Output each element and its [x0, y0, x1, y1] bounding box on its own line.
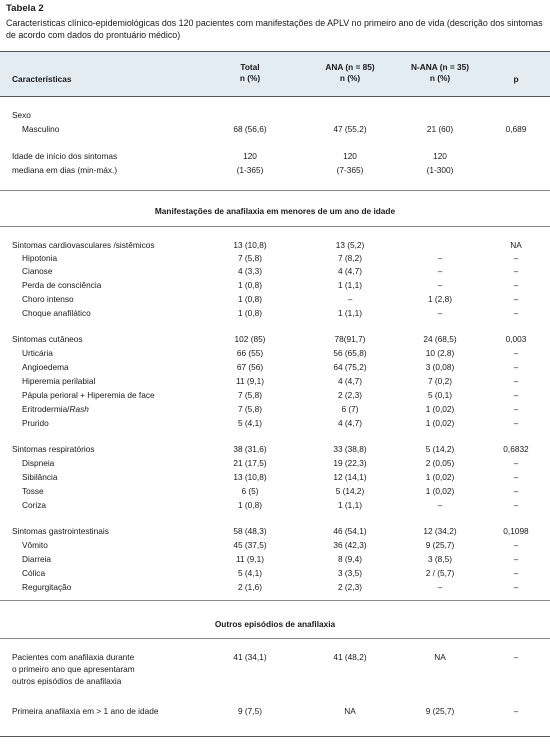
row-ana: – — [347, 294, 353, 304]
row-p: – — [513, 404, 519, 414]
row-p: – — [513, 486, 519, 496]
idade-total-1: 120 — [243, 151, 257, 161]
row-label-text: Vômito — [22, 540, 48, 550]
row-p: – — [513, 540, 519, 550]
row-p: – — [513, 472, 519, 482]
row-label — [22, 266, 52, 276]
row-nana: 9 (25,7) — [425, 540, 455, 550]
row-total: 5 (4,1) — [238, 418, 262, 428]
row-total: 11 (9,1) — [236, 376, 264, 386]
header-total: Total — [240, 62, 260, 72]
row-ana: 64 (75,2) — [333, 362, 367, 372]
row-nana: 1 (0,02) — [425, 418, 455, 428]
row-label-text: Prurido — [22, 418, 49, 428]
row-label-text: Hiperemia perilabial — [22, 376, 96, 386]
row-total: 38 (31,6) — [233, 444, 267, 454]
row-ana: 78(91,7) — [334, 334, 366, 344]
row-label-text: Dispneia — [22, 458, 55, 468]
row-label-italic: Rash — [69, 404, 89, 414]
row-ana: 8 (9,4) — [338, 554, 362, 564]
row-ana: 56 (65,8) — [333, 348, 367, 358]
row-nana: 5 (14,2) — [425, 444, 455, 454]
row-label-text: Coriza — [22, 500, 46, 510]
row-label-text: Sintomas respiratórios — [12, 444, 95, 454]
row-p: – — [513, 568, 519, 578]
outros-nana: NA — [434, 652, 446, 662]
row-label — [22, 418, 49, 428]
row-nana: – — [437, 308, 443, 318]
row-label — [22, 486, 44, 496]
row-ana: 6 (7) — [341, 404, 359, 414]
outros-ana: 41 (48,2) — [333, 652, 367, 662]
sexo-ana: 47 (55,2) — [333, 124, 367, 134]
row-label-text: Hipotonia — [22, 253, 58, 263]
row-label-text: Cianose — [22, 266, 53, 276]
row-ana: 2 (2,3) — [338, 390, 362, 400]
row-label — [22, 308, 91, 318]
row-ana: 2 (2,3) — [338, 582, 362, 592]
rule-after-section2 — [0, 638, 550, 639]
primeira-ana: NA — [344, 706, 356, 716]
row-total: 4 (3,3) — [238, 266, 262, 276]
row-p: – — [513, 390, 519, 400]
sexo-masculino-label: Masculino — [22, 124, 60, 134]
row-total: 58 (48,3) — [233, 526, 267, 536]
row-nana: – — [437, 253, 443, 263]
primeira-label: Primeira anafilaxia em > 1 ano de idade — [12, 706, 159, 716]
row-p: – — [513, 554, 519, 564]
row-label — [22, 554, 51, 564]
rule-after-section1 — [0, 226, 550, 227]
outros-label-line1: Pacientes com anafilaxia durante — [12, 652, 135, 662]
row-label — [12, 334, 83, 344]
row-p: – — [513, 308, 519, 318]
row-label-text: Urticária — [22, 348, 53, 358]
row-total: 1 (0,8) — [238, 294, 262, 304]
idade-label-line1: Idade de início dos sintomas — [12, 151, 118, 161]
table-bottom-rule — [0, 736, 550, 737]
header-nana: N-ANA (n = 35) — [410, 62, 469, 72]
header-p: p — [513, 74, 519, 84]
header-nana-unit: n (%) — [429, 73, 451, 83]
row-label-text: Regurgitação — [22, 582, 72, 592]
row-label-text: Diarreia — [22, 554, 52, 564]
table-label: Tabela 2 — [6, 3, 44, 14]
row-p: – — [513, 280, 519, 290]
rule-before-section2 — [0, 600, 550, 601]
row-nana: – — [437, 280, 443, 290]
row-p: – — [513, 348, 519, 358]
row-p: – — [513, 294, 519, 304]
row-total: 1 (0,8) — [238, 500, 262, 510]
row-label — [22, 472, 58, 482]
sexo-p: 0,689 — [505, 124, 527, 134]
row-label-text: Eritrodermia/ — [22, 404, 70, 414]
row-label-text: Sintomas cardiovasculares /sistêmicos — [12, 240, 155, 250]
row-p: 0,003 — [505, 334, 527, 344]
row-label — [22, 540, 48, 550]
row-total: 11 (9,1) — [236, 554, 264, 564]
row-label — [22, 348, 53, 358]
row-ana: 5 (14,2) — [335, 486, 365, 496]
sexo-label: Sexo — [12, 110, 31, 120]
row-nana: – — [437, 582, 443, 592]
outros-label-line3: outros episódios de anafilaxia — [12, 676, 122, 686]
row-label — [22, 376, 95, 386]
row-label — [22, 362, 69, 372]
row-ana: 1 (1,1) — [338, 500, 362, 510]
header-total-unit: n (%) — [239, 73, 261, 83]
row-p: – — [513, 500, 519, 510]
row-label — [22, 458, 54, 468]
row-nana: 1 (0,02) — [425, 404, 455, 414]
row-label — [22, 500, 46, 510]
primeira-p: – — [513, 706, 519, 716]
row-p: – — [513, 253, 519, 263]
row-label — [12, 444, 95, 454]
row-nana: 12 (34,2) — [423, 526, 457, 536]
primeira-total: 9 (7,5) — [238, 706, 262, 716]
row-total: 67 (56) — [236, 362, 264, 372]
row-total: 1 (0,8) — [238, 308, 262, 318]
row-p: – — [513, 582, 519, 592]
sexo-total: 68 (56,6) — [233, 124, 267, 134]
row-label — [12, 526, 109, 536]
outros-label-line2: o primeiro ano que apresentaram — [12, 664, 135, 674]
row-nana: 3 (8,5) — [428, 554, 452, 564]
row-label-text: Sintomas gastrointestinais — [12, 526, 109, 536]
row-total: 7 (5,8) — [238, 390, 262, 400]
row-p: 0,6832 — [503, 444, 529, 454]
row-total: 2 (1,6) — [238, 582, 262, 592]
row-ana: 13 (5,2) — [335, 240, 365, 250]
idade-nana-1: 120 — [433, 151, 447, 161]
row-label — [22, 390, 155, 400]
row-total: 66 (55) — [236, 348, 264, 358]
row-nana: 1 (0,02) — [425, 472, 455, 482]
row-nana: 1 (0,02) — [425, 486, 455, 496]
row-nana: 1 (2,8) — [428, 294, 452, 304]
row-nana: 2 (0,05) — [425, 458, 455, 468]
section-title-outros: Outros episódios de anafilaxia — [214, 619, 336, 629]
sexo-nana: 21 (60) — [426, 124, 454, 134]
outros-total: 41 (34,1) — [233, 652, 267, 662]
header-ana-unit: n (%) — [339, 73, 361, 83]
row-nana: – — [437, 266, 443, 276]
row-label — [22, 404, 89, 414]
row-label — [22, 582, 71, 592]
row-total: 6 (5) — [241, 486, 259, 496]
row-total: 7 (5,8) — [238, 404, 262, 414]
primeira-nana: 9 (25,7) — [425, 706, 455, 716]
row-nana: 2 / (5,7) — [425, 568, 455, 578]
row-label-text: Angioedema — [22, 362, 69, 372]
header-bottom-rule — [0, 96, 550, 97]
row-ana: 4 (4,7) — [338, 266, 362, 276]
row-label — [22, 294, 74, 304]
row-total: 7 (5,8) — [238, 253, 262, 263]
row-ana: 46 (54,1) — [333, 526, 367, 536]
row-p: – — [513, 362, 519, 372]
row-ana: 3 (3,5) — [338, 568, 362, 578]
row-label-text: Pápula perioral + Hiperemia de face — [22, 390, 155, 400]
row-label-text: Tosse — [22, 486, 44, 496]
row-ana: 4 (4,7) — [338, 418, 362, 428]
idade-ana-1: 120 — [343, 151, 357, 161]
row-total: 1 (0,8) — [238, 280, 262, 290]
header-caracteristicas: Características — [12, 74, 72, 84]
row-p: 0,1098 — [503, 526, 529, 536]
row-p: – — [513, 266, 519, 276]
row-ana: 4 (4,7) — [338, 376, 362, 386]
row-label-text: Choro intenso — [22, 294, 74, 304]
row-ana: 12 (14,1) — [333, 472, 367, 482]
outros-p: – — [513, 652, 519, 662]
row-label-text: Perda de consciência — [22, 280, 102, 290]
row-nana: 7 (0,2) — [428, 376, 452, 386]
row-total: 13 (10,8) — [233, 472, 267, 482]
row-total: 5 (4,1) — [238, 568, 262, 578]
row-label-text: Choque anafilático — [22, 308, 91, 318]
row-label — [22, 568, 45, 578]
row-label-text: Sintomas cutâneos — [12, 334, 83, 344]
idade-ana-2: (7-365) — [336, 165, 364, 175]
row-nana: 5 (0,1) — [428, 390, 452, 400]
rule-before-section1 — [0, 190, 550, 191]
row-ana: 33 (38,8) — [333, 444, 367, 454]
row-label — [22, 280, 101, 290]
row-p: – — [513, 458, 519, 468]
table-caption: Características clínico-epidemiológicas dos 120 pacientes com manifestações de APLV no primeiro ano de vida (descrição dos sintomas de acordo com dados do prontuário médico) — [6, 18, 543, 40]
header-top-rule — [0, 51, 550, 52]
row-label — [12, 240, 154, 250]
row-ana: 19 (22,3) — [333, 458, 367, 468]
row-total: 102 (85) — [234, 334, 266, 344]
row-nana: – — [437, 500, 443, 510]
row-total: 21 (17,5) — [233, 458, 267, 468]
row-total: 13 (10,8) — [233, 240, 267, 250]
row-ana: 7 (8,2) — [338, 253, 362, 263]
idade-label-line2: mediana em dias (min-máx.) — [12, 165, 118, 175]
row-label — [22, 253, 57, 263]
idade-total-2: (1-365) — [236, 165, 264, 175]
row-p: NA — [510, 240, 522, 250]
row-nana: 24 (68,5) — [423, 334, 457, 344]
row-nana: 3 (0,08) — [425, 362, 455, 372]
row-ana: 1 (1,1) — [338, 308, 362, 318]
row-p: – — [513, 376, 519, 386]
idade-nana-2: (1-300) — [426, 165, 454, 175]
row-total: 45 (37,5) — [233, 540, 267, 550]
row-p: – — [513, 418, 519, 428]
row-label-text: Sibilância — [22, 472, 58, 482]
header-ana: ANA (n = 85) — [325, 62, 375, 72]
row-label-text: Cólica — [22, 568, 46, 578]
section-title-anafilaxia: Manifestações de anafilaxia em menores de um ano de idade — [154, 206, 396, 216]
row-ana: 36 (42,3) — [333, 540, 367, 550]
row-nana: 10 (2,8) — [425, 348, 455, 358]
row-ana: 1 (1,1) — [338, 280, 362, 290]
